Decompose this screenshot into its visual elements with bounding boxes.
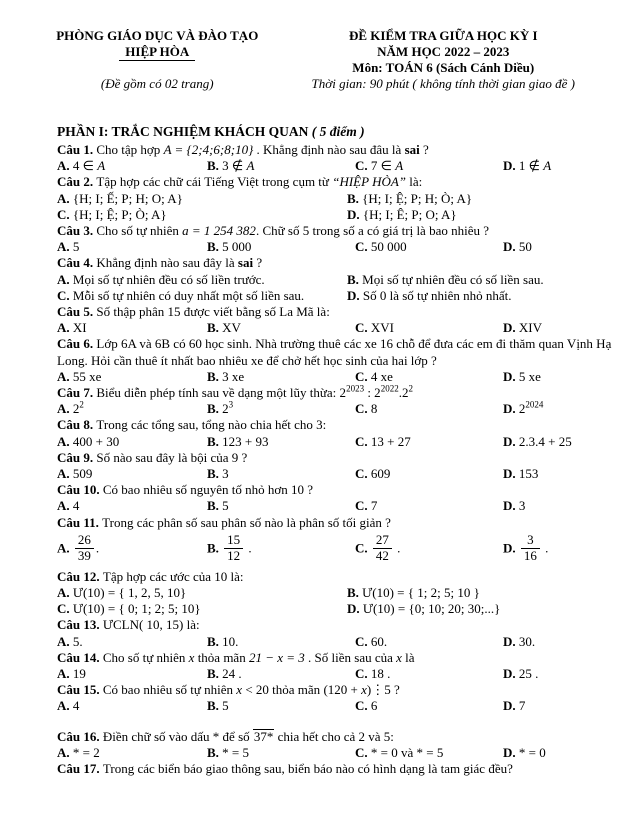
option-letter: C. [355,540,371,556]
question-label: Câu 11. [57,514,103,530]
option-letter: C. [57,601,73,617]
option-b: B. 3 xe [207,368,245,384]
fraction: $\frac{27}{42}$ [373,533,392,564]
question [57,729,612,761]
options-row [57,434,612,450]
option-b: B. 24 . [207,665,242,681]
option-b: B. $2^3$ [207,399,234,417]
question-label: Câu 15. [57,682,103,698]
options-row [57,698,612,714]
option-d: D. 1 ∉ A [503,158,552,174]
question [57,223,612,255]
question-text: Câu 9. Số nào sau đây là bội của 9 ? [57,449,248,465]
option-a: A. 5 [57,239,80,255]
question-text: Câu 7. Biểu diễn phép tính sau về dạng một lũy thừa: $2^{2023}$ : $2^{2022}.2^2$ [57,383,413,401]
question-text: Câu 2. Tập hợp các chữ cái Tiếng Việt trong cụm từ “HIỆP HÒA” là: [57,174,423,190]
option-letter: B. [207,158,223,174]
question-text: Câu 13. ƯCLN( 10, 15) là: [57,617,200,633]
options-row [57,634,612,650]
option-b: B. 123 + 93 [207,433,269,449]
document-header [0,0,638,92]
question-text: Câu 5. Số thập phân 15 được viết bằng số La Mã là: [57,304,330,320]
option-letter: D. [503,368,519,384]
option-c: C. {H; I; Ệ; P; Ò; A} [57,206,167,222]
option-letter: C. [355,239,371,255]
option-letter: C. [355,698,371,714]
header-right-block [275,28,612,92]
question-label: Câu 8. [57,417,97,433]
question [57,482,612,514]
option-a: A. 509 [57,466,93,482]
questions [57,142,612,777]
school-year: NĂM HỌC 2022 – 2023 [377,44,510,59]
option-letter: C. [355,665,371,681]
option-c: C. 7 [355,498,378,514]
option-letter: C. [355,368,371,384]
question-label: Câu 2. [57,174,97,190]
option-letter: A. [57,158,73,174]
option-letter: D. [347,206,363,222]
option-c: C. 60. [355,633,388,649]
option-c: C. 18 . [355,665,391,681]
question [57,255,612,304]
option-c: C. 50 000 [355,239,407,255]
options-row [57,320,612,336]
option-b: B. 3 ∉ A [207,158,255,174]
option-letter: B. [347,584,363,600]
option-letter: D. [503,540,519,556]
option-letter: C. [57,206,73,222]
question [57,304,612,336]
options-row [57,745,612,761]
option-b: B. * = 5 [207,744,250,760]
question-label: Câu 1. [57,142,97,157]
option-letter: B. [207,744,223,760]
option-letter: D. [503,633,519,649]
question-text: Câu 11. Trong các phân số sau phân số nào là phân số tối giản ? [57,514,391,530]
option-d: D. XIV [503,320,542,336]
option-letter: B. [207,540,223,556]
option-a: A. 4 [57,698,80,714]
option-letter: C. [355,633,371,649]
question-text: Câu 14. Cho số tự nhiên x thỏa mãn 21 − x = 3 . Số liền sau của x là [57,649,415,665]
option-letter: A. [57,320,73,336]
district-name: HIỆP HÒA [119,44,195,61]
option-c: C. Mỗi số tự nhiên có duy nhất một số liền sau. [57,287,305,303]
exam-content [0,123,638,777]
option-d: D. 25 . [503,665,539,681]
option-b: B. $\frac{15}{12}$ . [207,531,252,563]
option-letter: D. [347,601,363,617]
option-letter: A. [57,744,73,760]
fraction: $\frac{3}{16}$ [521,533,540,564]
option-a: A. $\frac{26}{39}$ . [57,531,100,563]
option-letter: C. [355,498,371,514]
option-d: D. 30. [503,633,536,649]
option-c: C. * = 0 và * = 5 [355,744,444,760]
options-row [57,466,612,482]
option-letter: D. [503,698,519,714]
options-row [57,401,612,417]
question [57,569,612,618]
option-letter: C. [355,433,371,449]
page-count-note: (Đề gồm có 02 trang) [100,76,214,91]
option-letter: B. [207,401,223,417]
fraction: $\frac{26}{39}$ [75,533,94,564]
option-d: D. {H; I; Ê; P; O; A} [347,206,457,222]
option-b: B. {H; I; Ệ; P; H; Ò; A} [347,190,473,206]
question [57,142,612,174]
question [57,761,612,777]
options-row [57,272,612,304]
option-letter: A. [57,401,73,417]
option-letter: C. [57,287,73,303]
option-letter: A. [57,368,73,384]
option-letter: D. [503,320,519,336]
options-row [57,158,612,174]
options-row [57,239,612,255]
option-b: B. 5 000 [207,239,252,255]
option-a: A. 5. [57,633,83,649]
option-letter: C. [355,158,371,174]
option-a: A. 55 xe [57,368,102,384]
option-d: D. 5 xe [503,368,541,384]
option-d: D. * = 0 [503,744,546,760]
option-b: B. XV [207,320,241,336]
option-letter: C. [355,320,371,336]
option-letter: B. [207,698,223,714]
options-row [57,585,612,617]
question-label: Câu 7. [57,385,97,401]
option-letter: A. [57,540,73,556]
option-a: A. 4 [57,498,80,514]
question-label: Câu 16. [57,728,103,744]
question [57,682,612,714]
option-letter: D. [503,239,519,255]
question-label: Câu 13. [57,617,103,633]
option-b: B. 5 [207,498,229,514]
option-c: C. $\frac{27}{42}$ . [355,531,401,563]
option-letter: A. [57,466,73,482]
question-label: Câu 6. [57,336,97,352]
options-row [57,369,612,385]
option-b: B. Ư(10) = { 1; 2; 5; 10 } [347,584,480,600]
question-label: Câu 9. [57,449,97,465]
option-d: D. Số 0 là số tự nhiên nhỏ nhất. [347,287,512,303]
option-letter: A. [57,498,73,514]
option-b: B. Mọi số tự nhiên đều có số liền sau. [347,271,544,287]
duration-line: Thời gian: 90 phút ( không tính thời gian giao đề ) [311,76,575,91]
option-a: A. Ư(10) = { 1, 2, 5, 10} [57,584,187,600]
option-a: A. 19 [57,665,86,681]
question-text: Câu 12. Tập hợp các ước của 10 là: [57,568,244,584]
option-a: A. 4 ∈ A [57,158,106,174]
option-letter: A. [57,433,73,449]
option-d: D. 2.3.4 + 25 [503,433,572,449]
option-c: C. 609 [355,466,391,482]
option-a: A. {H; I; Ế; P; H; O; A} [57,190,183,206]
options-row [57,191,612,223]
option-letter: B. [207,239,223,255]
option-letter: A. [57,584,73,600]
option-letter: A. [57,239,73,255]
option-c: C. 7 ∈ A [355,158,404,174]
option-letter: D. [503,466,519,482]
question-label: Câu 10. [57,482,103,498]
option-letter: D. [503,498,519,514]
option-letter: C. [355,401,371,417]
question-text: Câu 17. Trong các biển báo giao thông sau, biển báo nào có hình dạng là tam giác đều? [57,760,513,776]
option-letter: B. [207,633,223,649]
options-row [57,531,612,569]
option-letter: B. [207,320,223,336]
option-d: D. 50 [503,239,532,255]
option-a: A. XI [57,320,87,336]
question-label: Câu 3. [57,223,97,239]
exam-title: ĐỀ KIỂM TRA GIỮA HỌC KỲ I [348,28,538,43]
option-c: C. 13 + 27 [355,433,411,449]
fraction: $\frac{15}{12}$ [224,533,243,564]
option-c: C. Ư(10) = { 0; 1; 2; 5; 10} [57,601,201,617]
option-letter: C. [355,744,371,760]
question [57,515,612,569]
option-d: D. 7 [503,698,526,714]
option-d: D. $\frac{3}{16}$ . [503,531,549,563]
option-letter: B. [347,190,363,206]
issuing-department: PHÒNG GIÁO DỤC VÀ ĐÀO TẠO [56,28,259,43]
option-letter: D. [503,433,519,449]
option-letter: D. [503,665,519,681]
option-d: D. $2^{2024}$ [503,399,544,417]
question-label: Câu 14. [57,649,103,665]
option-c: C. 8 [355,401,378,417]
question [57,385,612,417]
question-text: Câu 10. Có bao nhiêu số nguyên tố nhỏ hơn 10 ? [57,482,314,498]
question [57,336,612,385]
question-text: Câu 3. Cho số tự nhiên a = 1 254 382. Chữ số 5 trong số a có giá trị là bao nhiêu ? [57,223,489,239]
question-label: Câu 5. [57,304,97,320]
header-left-block [40,28,275,92]
question [57,417,612,449]
option-letter: C. [355,466,371,482]
option-letter: B. [347,271,363,287]
option-a: A. * = 2 [57,744,100,760]
question-text: Câu 1. Cho tập hợp A = {2;4;6;8;10} . Khẳng định nào sau đâu là sai ? [57,142,429,157]
option-d: D. Ư(10) = {0; 10; 20; 30;...} [347,601,501,617]
question-label: Câu 17. [57,760,103,776]
question [57,617,612,649]
option-letter: A. [57,698,73,714]
option-letter: B. [207,466,223,482]
option-letter: B. [207,665,223,681]
option-b: B. 3 [207,466,229,482]
option-a: A. $2^2$ [57,399,84,417]
option-a: A. 400 + 30 [57,433,120,449]
option-c: C. 6 [355,698,378,714]
option-letter: A. [57,665,73,681]
question-text: Câu 16. Điền chữ số vào dấu * để số 37* chia hết cho cả 2 và 5: [57,728,394,744]
option-c: C. XVI [355,320,394,336]
option-b: B. 10. [207,633,239,649]
district-name-wrap [40,44,275,61]
option-letter: A. [57,190,73,206]
option-letter: B. [207,368,223,384]
section-title: PHẦN I: TRẮC NGHIỆM KHÁCH QUAN ( 5 điểm ) [57,124,365,139]
option-letter: A. [57,271,73,287]
question [57,650,612,682]
option-d: D. 3 [503,498,526,514]
option-letter: B. [207,498,223,514]
question-label: Câu 4. [57,255,97,271]
subject-line: Môn: TOÁN 6 (Sách Cánh Diều) [352,60,535,75]
option-d: D. 153 [503,466,539,482]
question-text: Câu 15. Có bao nhiêu số tự nhiên x < 20 thỏa mãn (120 + x)⋮5 ? [57,682,400,698]
question-text: Câu 4. Khẳng định nào sau đây là sai ? [57,255,263,271]
option-c: C. 4 xe [355,368,393,384]
question-text: Câu 6. Lớp 6A và 6B có 60 học sinh. Nhà trường thuê các xe 16 chỗ để đưa các em đi thăm quan Vịnh Hạ Long. Hỏi cần thuê ít nhất bao nhiêu xe để chở hết học sinh của hai lớp ? [57,336,612,368]
option-letter: D. [503,401,519,417]
option-letter: D. [503,744,519,760]
option-b: B. 5 [207,698,229,714]
option-letter: A. [57,633,73,649]
option-a: A. Mọi số tự nhiên đều có số liền trước. [57,271,265,287]
question-label: Câu 12. [57,568,103,584]
question [57,174,612,223]
option-letter: B. [207,433,223,449]
option-letter: D. [347,287,363,303]
options-row [57,666,612,682]
question [57,450,612,482]
option-letter: D. [503,158,519,174]
options-row [57,498,612,514]
question-text: Câu 8. Trong các tổng sau, tổng nào chia hết cho 3: [57,417,327,433]
